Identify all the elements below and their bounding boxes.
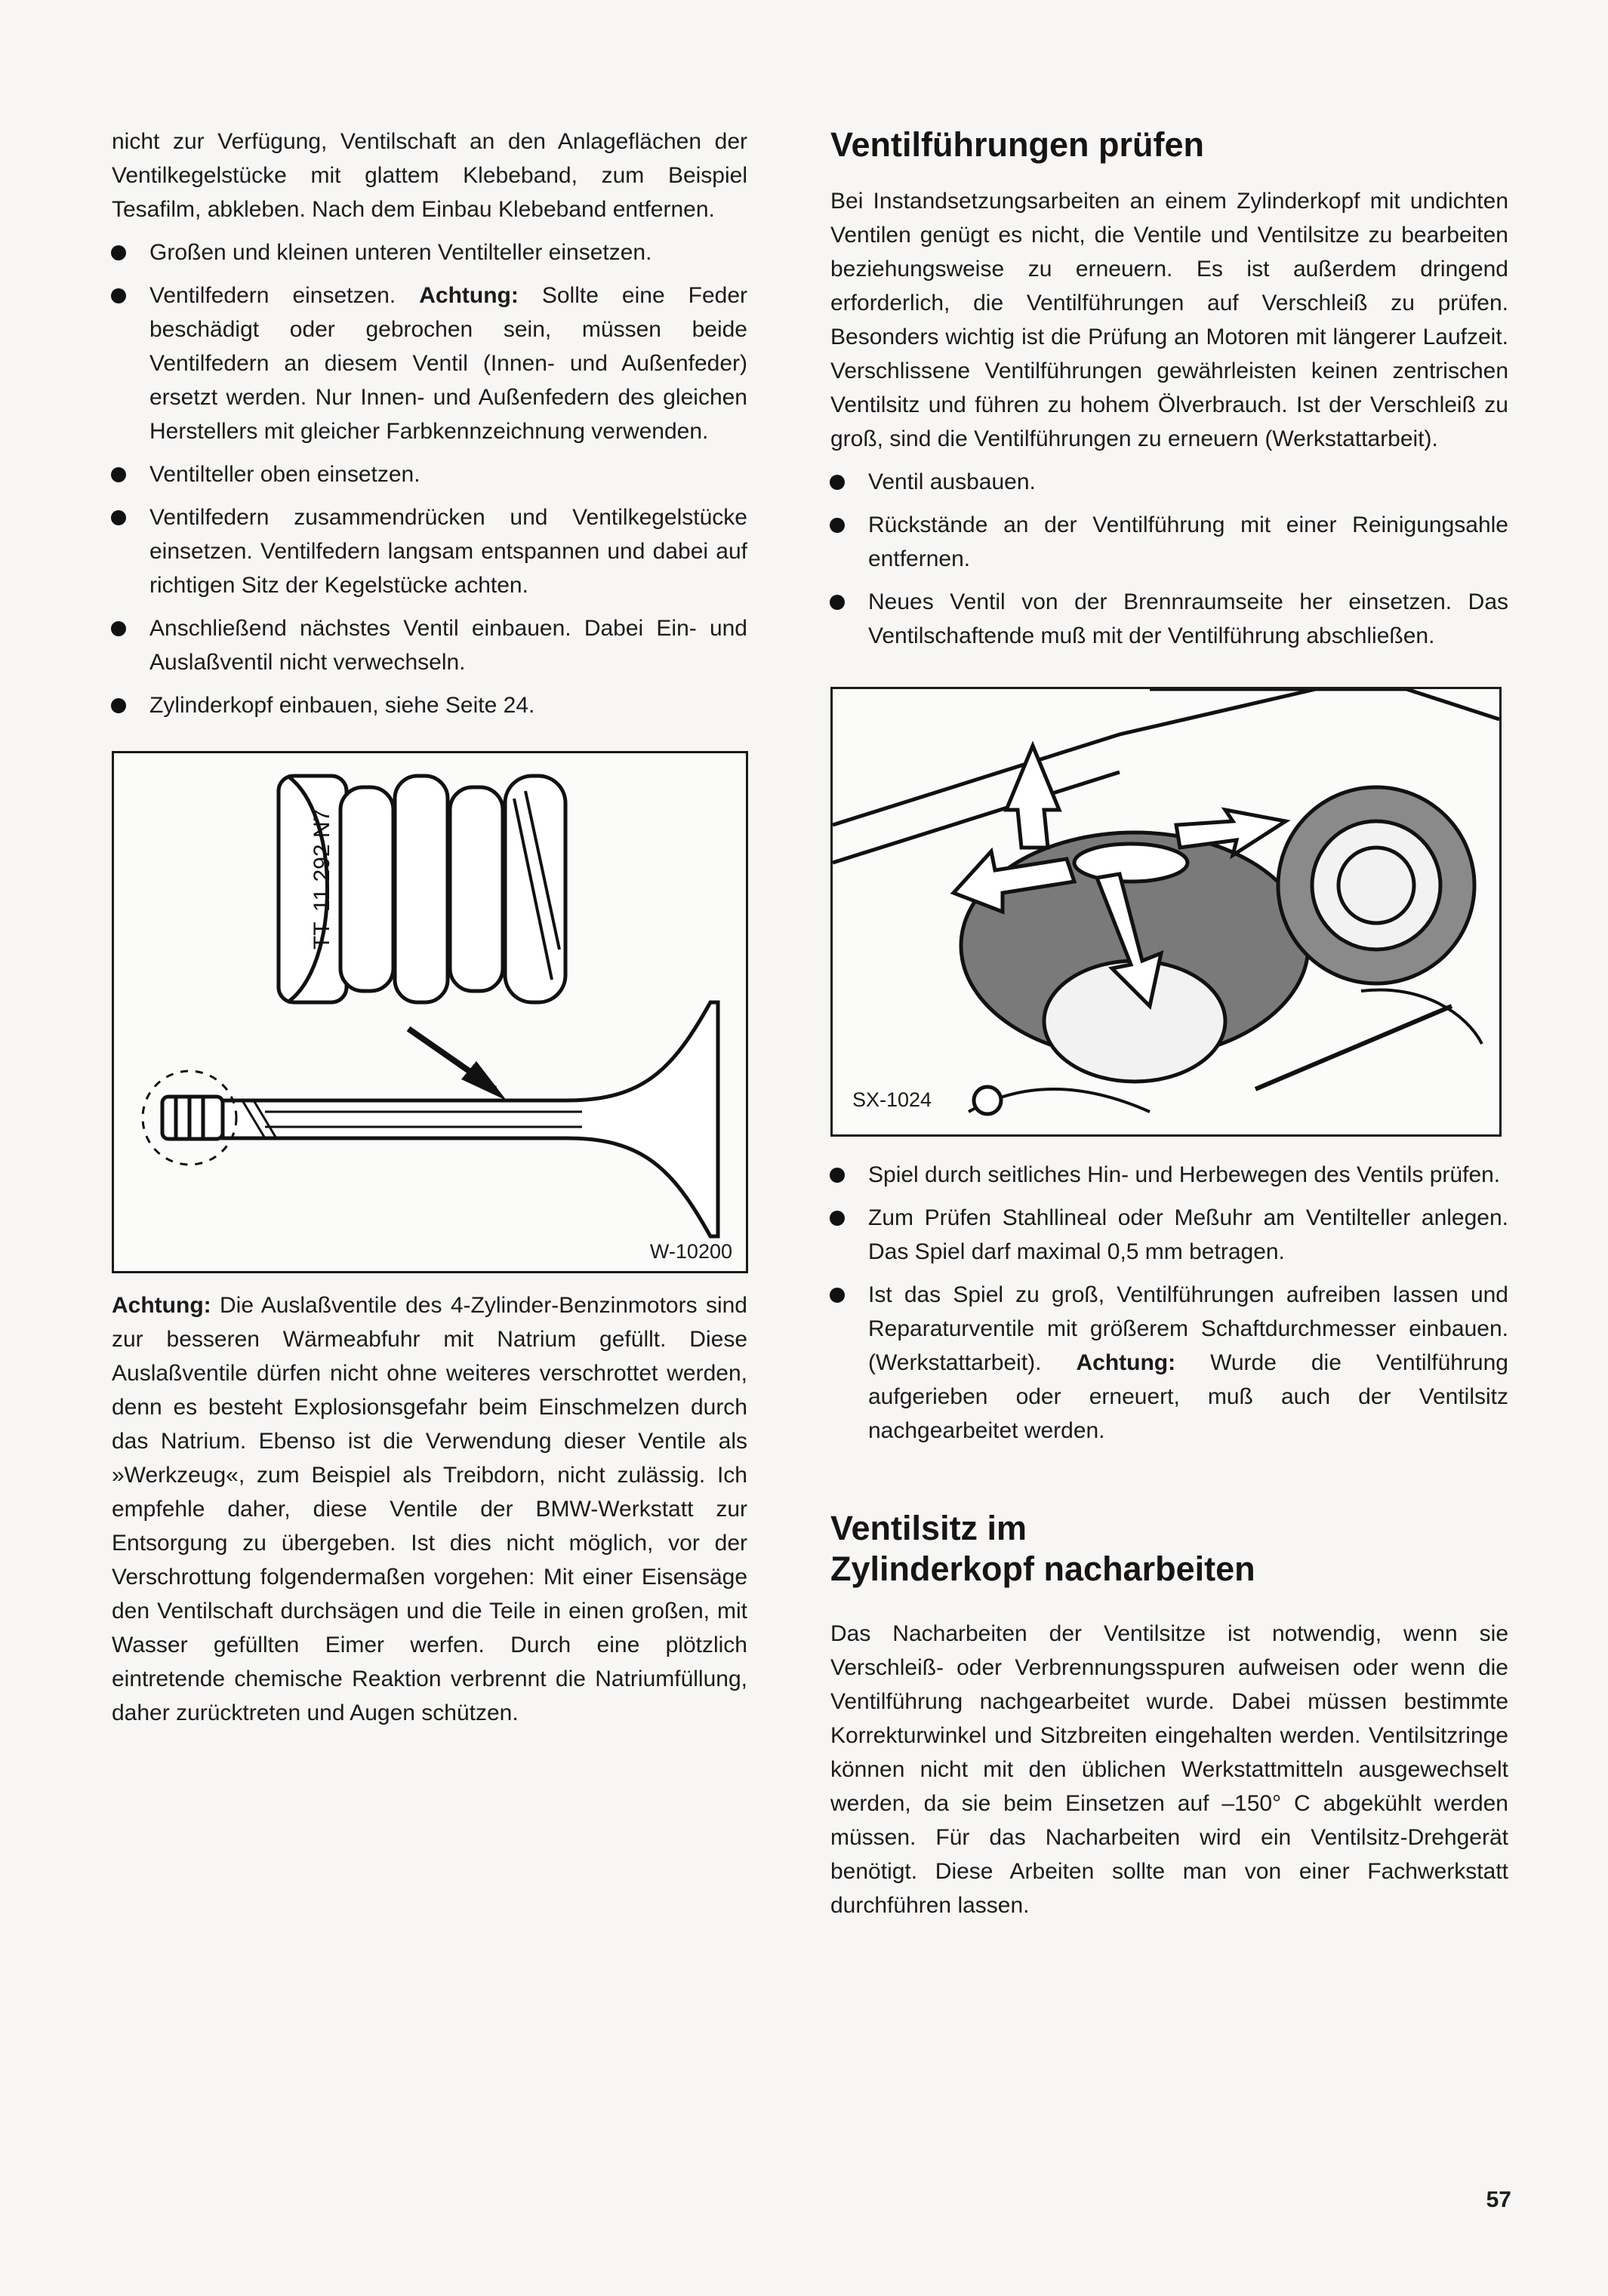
- page-number: 57: [1486, 2187, 1511, 2212]
- section-heading: Ventilführungen prüfen: [830, 125, 1204, 164]
- list-item: Zylinderkopf einbauen, siehe Seite 24.: [112, 688, 747, 722]
- bullet-dot: [830, 1168, 845, 1183]
- list-item: Zum Prüfen Stahllineal oder Meßuhr am Ventilteller anlegen. Das Spiel darf maximal 0,5 mm betragen.: [830, 1201, 1508, 1269]
- bullet-dot: [111, 510, 126, 525]
- bullet-dot: [111, 245, 126, 260]
- list-item: Großen und kleinen unteren Ventilteller einsetzen.: [112, 235, 747, 269]
- list-item: Anschließend nächstes Ventil einbauen. Dabei Ein- und Auslaßventil nicht verwechseln.: [112, 611, 747, 679]
- list-item: Ventilfedern zusammendrücken und Ventilkegelstücke einsetzen. Ventilfedern langsam entspannen und dabei auf richtigen Sitz der Kegelstücke achten.: [112, 500, 747, 602]
- part-number-label: 11 292 N7: [310, 808, 334, 912]
- cylinder-head-figure: [830, 687, 1502, 1137]
- valve-illustration: [114, 753, 746, 1271]
- section-heading: Ventilsitz im Zylinderkopf nacharbeiten: [830, 1509, 1255, 1588]
- list-item: Ventil ausbauen.: [830, 465, 1508, 499]
- bullet-dot: [111, 467, 126, 482]
- bullet-dot: [111, 288, 126, 303]
- bullet-dot: [830, 1288, 845, 1303]
- warning-paragraph: Achtung: Die Auslaßventile des 4-Zylinder-Benzinmotors sind zur besseren Wärmeabfuhr mit Natrium gefüllt. Diese Auslaßventile dürfen nicht ohne weiteres verschrottet werden, denn es besteht Explosionsgefahr beim Einschmelzen durch das Natrium. Ebenso ist die Verwendung dieser Ventile als »Werkzeug«, zum Beispiel als Treibdorn, nicht zulässig. Ich empfehle daher, diese Ventile der BMW-Werkstatt zur Entsorgung zu übergeben. Ist dies nicht möglich, vor der Verschrottung folgendermaßen vorgehen: Mit einer Eisensäge den Ventilschaft durchsägen und die Teile in einen großen, mit Wasser gefüllten Eimer werfen. Durch eine plötzlich eintretende chemische Reaktion verbrennt die Natriumfüllung, daher zurücktreten und Augen schützen.: [112, 1293, 747, 1725]
- list-item: Ventilfedern einsetzen. Achtung: Sollte eine Feder beschädigt oder gebrochen sein, müssen beide Ventilfedern an diesem Ventil (Innen- und Außenfeder) ersetzt werden. Nur Innen- und Außenfedern des gleichen Herstellers mit gleicher Farbkennzeichnung verwenden.: [112, 279, 747, 448]
- list-item: Spiel durch seitliches Hin- und Herbewegen des Ventils prüfen.: [830, 1158, 1508, 1192]
- arrow-shaft: [408, 1029, 495, 1089]
- paragraph: Bei Instandsetzungsarbeiten an einem Zylinderkopf mit undichten Ventilen genügt es nicht, die Ventile und Ventilsitze zu bearbeiten beziehungsweise zu erneuern. Es ist außerdem dringend erforderlich, die Ventilführungen auf Verschleiß zu prüfen. Besonders wichtig ist die Prüfung an Motoren mit längerer Laufzeit. Verschlissene Ventilführungen gewährleisten keinen zentrischen Ventilsitz und führen zu hohem Ölverbrauch. Ist der Verschleiß zu groß, sind die Ventilführungen zu erneuern (Werkstattarbeit).: [830, 189, 1508, 451]
- valve-drawing: [162, 1002, 718, 1236]
- bullet-dot: [830, 475, 845, 490]
- list-item: Ventilteller oben einsetzen.: [112, 457, 747, 491]
- list-item: Ist das Spiel zu groß, Ventilführungen aufreiben lassen und Reparaturventile mit größerem Schaftdurchmesser einbauen. (Werkstattarbeit). Achtung: Wurde die Ventilführung aufgerieben oder erneuert, muß auch der Ventilsitz nachgearbeitet werden.: [830, 1278, 1508, 1448]
- valve-figure: [112, 751, 748, 1273]
- bullet-dot: [830, 1211, 845, 1226]
- bullet-dot: [111, 698, 126, 713]
- figure-code: W-10200: [649, 1240, 732, 1263]
- bullet-dot: [830, 595, 845, 610]
- bullet-dot: [830, 518, 845, 533]
- bullet-dot: [111, 621, 126, 636]
- figure-code: SX-1024: [849, 1088, 935, 1112]
- intro-paragraph: nicht zur Verfügung, Ventilschaft an den Anlageflächen der Ventilkegelstücke mit glattem Klebeband, zum Beispiel Tesafilm, abkleben. Nach dem Einbau Klebeband entfernen.: [112, 129, 747, 222]
- paragraph: Das Nacharbeiten der Ventilsitze ist notwendig, wenn sie Verschleiß- oder Verbrennungsspuren aufweisen oder wenn die Ventilführung nachgearbeitet wurde. Dabei müssen bestimmte Korrekturwinkel und Sitzbreiten eingehalten werden. Ventilsitzringe können nicht mit den üblichen Werkstattmitteln ausgewechselt werden, da sie beim Einsetzen auf –150° C abgekühlt werden müssen. Für das Nacharbeiten wird ein Ventilsitz-Drehgerät benötigt. Diese Arbeiten sollte man von einer Fachwerkstatt durchführen lassen.: [830, 1621, 1508, 1918]
- part-prefix-label: TT: [310, 922, 334, 949]
- right-column: [830, 125, 1508, 1922]
- list-item: Rückstände an der Ventilführung mit einer Reinigungsahle entfernen.: [830, 508, 1508, 576]
- list-item: Neues Ventil von der Brennraumseite her einsetzen. Das Ventilschaftende muß mit der Ventilführung abschließen.: [830, 585, 1508, 653]
- cylinder-head-illustration: [833, 689, 1499, 1134]
- left-column: [112, 125, 747, 1730]
